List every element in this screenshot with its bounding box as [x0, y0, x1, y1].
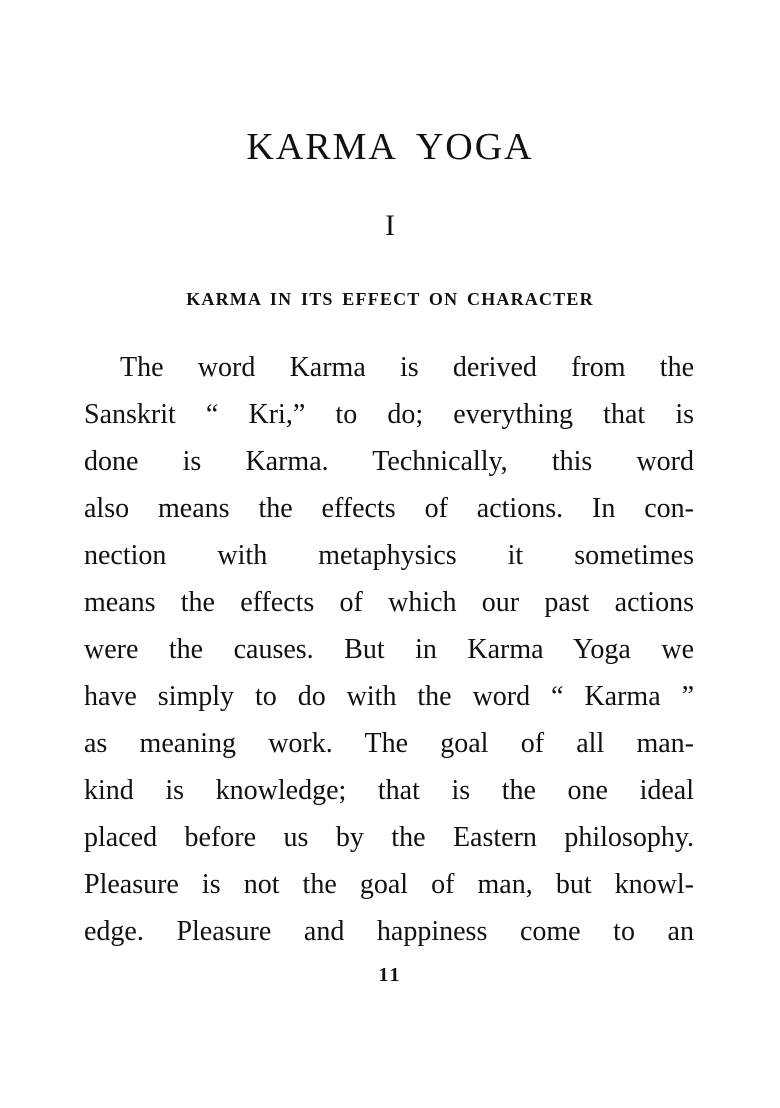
text-line: also means the effects of actions. In con- [84, 493, 694, 524]
text-line: placed before us by the Eastern philosophy. [84, 822, 694, 853]
text-line: kind is knowledge; that is the one ideal [84, 775, 694, 806]
chapter-title: KARMA IN ITS EFFECT ON CHARACTER [186, 289, 594, 309]
text-line: Sanskrit “ Kri,” to do; everything that is [84, 399, 694, 430]
body-text [84, 344, 694, 955]
text-line: means the effects of which our past actions [84, 587, 694, 618]
text-line: done is Karma. Technically, this word [84, 446, 694, 477]
text-line: nection with metaphysics it sometimes [84, 540, 694, 571]
text-line: were the causes. But in Karma Yoga we [84, 634, 694, 665]
page-number: 11 [378, 964, 402, 986]
text-line: have simply to do with the word “ Karma ” [84, 681, 694, 712]
chapter-number: I [385, 209, 395, 242]
text-line: as meaning work. The goal of all man- [84, 728, 694, 759]
text-line: edge. Pleasure and happiness come to an [84, 916, 694, 947]
text-line: The word Karma is derived from the [120, 352, 694, 383]
book-title: KARMA YOGA [246, 126, 534, 168]
text-line: Pleasure is not the goal of man, but knowl- [84, 869, 694, 900]
